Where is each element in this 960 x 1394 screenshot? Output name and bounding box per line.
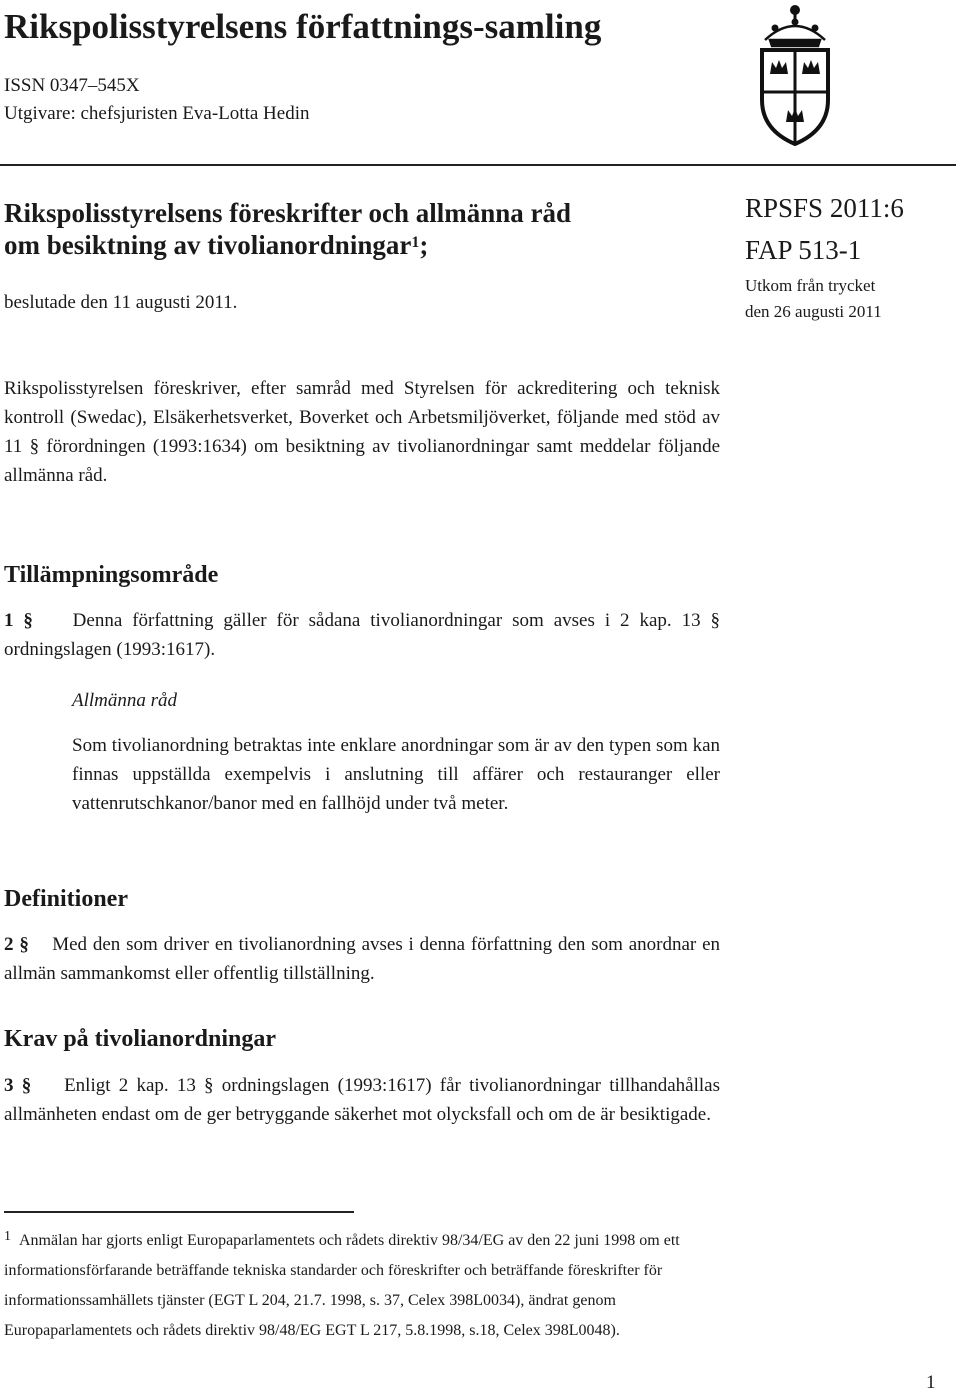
section-heading: Tillämpningsområde: [4, 562, 219, 588]
footnote-number: 1: [4, 1229, 11, 1244]
section-heading: Definitioner: [4, 886, 128, 912]
section-paragraph: [4, 1071, 720, 1129]
section-number: 3 §: [4, 1075, 32, 1096]
advice-heading: Allmänna råd: [72, 690, 178, 711]
section-number: 1 §: [4, 610, 33, 631]
section-number: 2 §: [4, 934, 29, 955]
section-paragraph: [4, 606, 720, 664]
series-title: Rikspolisstyrelsens författnings-samling: [4, 7, 602, 46]
footnote-text: Anmälan har gjorts enligt Europaparlamentets och rådets direktiv 98/34/EG av den 22 juni 1998 om ett informationsförfarande beträffande tekniska standarder och föreskrifter och beträffande föreskrifter för informationssamhällets tjänster (EGT L 204, 21.7. 1998, s. 37, Celex 398L0034), ändrat genom Europaparlamentets och rådets direktiv 98/48/EG EGT L 217, 5.8.1998, s.18, Celex 398L0048).: [4, 1232, 680, 1339]
footnote: [4, 1226, 714, 1346]
issn: ISSN 0347–545X: [4, 75, 140, 96]
decided-date: beslutade den 11 augusti 2011.: [4, 292, 238, 313]
intro-paragraph: Rikspolisstyrelsen föreskriver, efter samråd med Styrelsen för ackreditering och teknisk kontroll (Swedac), Elsäkerhetsverket, Boverket och Arbetsmiljöverket, följande med stöd av 11 § förordningen (1993:1634) om besiktning av tivolianordningar samt meddelar följande allmänna råd.: [4, 378, 720, 486]
section-heading: Krav på tivolianordningar: [4, 1026, 277, 1052]
footnote-rule: [4, 1211, 354, 1213]
document-title-line1: Rikspolisstyrelsens föreskrifter och allmänna råd: [4, 198, 572, 228]
footnote-ref: 1: [411, 234, 420, 251]
section-paragraph: [4, 930, 720, 988]
document-title-line2-wrap: [4, 229, 704, 261]
document-title: [4, 197, 704, 261]
document-code: RPSFS 2011:6: [745, 193, 904, 223]
document-title-line2: om besiktning av tivolianordningar: [4, 230, 412, 260]
advice-text: Som tivolianordning betraktas inte enklare anordningar som är av den typen som kan finnas uppställda exempelvis i anslutning till affärer och restauranger eller vattenrutschkanor/banor med en fallhöjd under två meter.: [72, 735, 720, 814]
page-number: 1: [926, 1372, 936, 1393]
section-text: Denna författning gäller för sådana tivolianordningar som avses i 2 kap. 13 § ordningslagen (1993:1617).: [4, 610, 721, 660]
published-date: den 26 augusti 2011: [745, 302, 882, 321]
published-label: Utkom från trycket: [745, 276, 876, 295]
fap-code: FAP 513-1: [745, 235, 862, 265]
title-suffix: ;: [419, 230, 429, 260]
coat-of-arms-icon: [740, 2, 850, 152]
publisher: Utgivare: chefsjuristen Eva-Lotta Hedin: [4, 103, 310, 124]
section-text: Med den som driver en tivolianordning avses i denna författning den som anordnar en allmän sammankomst eller offentlig tillställning.: [4, 934, 721, 984]
section-text: Enligt 2 kap. 13 § ordningslagen (1993:1617) får tivolianordningar tillhandahållas allmänheten endast om de ger betryggande säkerhet mot olycksfall och om de är besiktigade.: [4, 1075, 721, 1125]
header-rule: [0, 164, 956, 166]
